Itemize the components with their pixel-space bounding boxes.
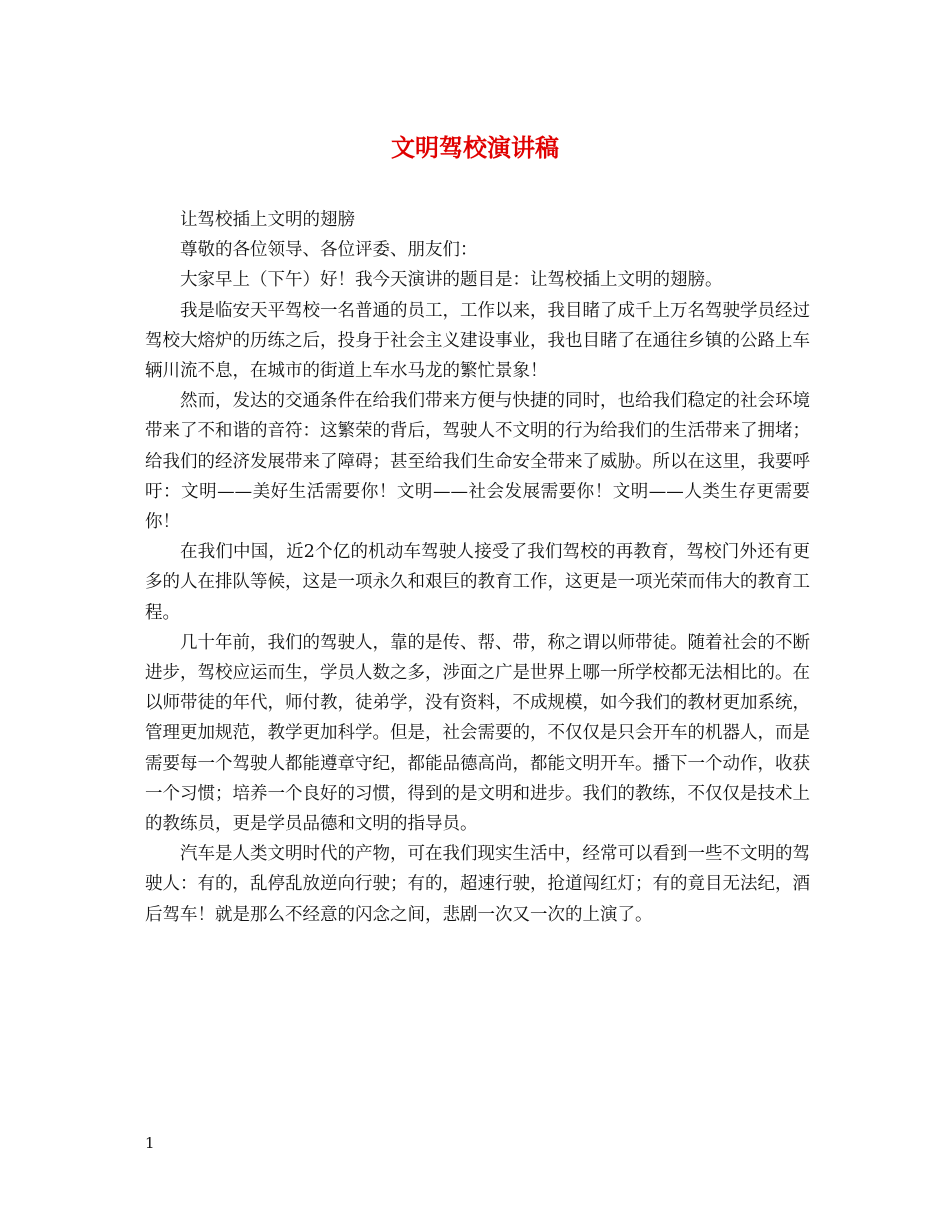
body-paragraph: 然而，发达的交通条件在给我们带来方便与快捷的同时，也给我们稳定的社会环境带来了不和谐的音符：这繁荣的背后，驾驶人不文明的行为给我们的生活带来了拥堵；给我们的经济发展带来了障碍；甚至给我们生命安全带来了威胁。所以在这里，我要呼吁：文明——美好生活需要你！文明——社会发展需要你！文明——人类生存更需要你！ bbox=[145, 391, 810, 533]
document-body bbox=[145, 205, 810, 930]
document-title: 文明驾校演讲稿 bbox=[391, 133, 559, 162]
page-number: 1 bbox=[145, 1134, 155, 1152]
body-paragraph: 几十年前，我们的驾驶人，靠的是传、帮、带，称之谓以师带徒。随着社会的不断进步，驾校应运而生，学员人数之多，涉面之广是世界上哪一所学校都无法相比的。在以师带徒的年代，师付教，徒弟学，没有资料，不成规模，如今我们的教材更加系统，管理更加规范，教学更加科学。但是，社会需要的，不仅仅是只会开车的机器人，而是需要每一个驾驶人都能遵章守纪，都能品德高尚，都能文明开车。播下一个动作，收获一个习惯；培养一个良好的习惯，得到的是文明和进步。我们的教练，不仅仅是技术上的教练员，更是学员品德和文明的指导员。 bbox=[145, 632, 810, 835]
speech-topic: 让驾校插上文明的翅膀 bbox=[180, 210, 355, 230]
body-paragraph: 在我们中国，近2个亿的机动车驾驶人接受了我们驾校的再教育，驾校门外还有更多的人在排队等候，这是一项永久和艰巨的教育工作，这更是一项光荣而伟大的教育工程。 bbox=[145, 542, 810, 623]
greeting-paragraph: 大家早上（下午）好！我今天演讲的题目是：让驾校插上文明的翅膀。 bbox=[180, 270, 723, 291]
body-paragraph: 我是临安天平驾校一名普通的员工，工作以来，我目睹了成千上万名驾驶学员经过驾校大熔炉的历练之后，投身于社会主义建设事业，我也目睹了在通往乡镇的公路上车辆川流不息，在城市的街道上车水马龙的繁忙景象！ bbox=[145, 300, 810, 382]
salutation: 尊敬的各位领导、各位评委、朋友们： bbox=[180, 240, 478, 261]
body-paragraph: 汽车是人类文明时代的产物，可在我们现实生活中，经常可以看到一些不文明的驾驶人：有的，乱停乱放逆向行驶；有的，超速行驶，抢道闯红灯；有的竟目无法纪，酒后驾车！就是那么不经意的闪念之间，悲剧一次又一次的上演了。 bbox=[145, 844, 810, 925]
